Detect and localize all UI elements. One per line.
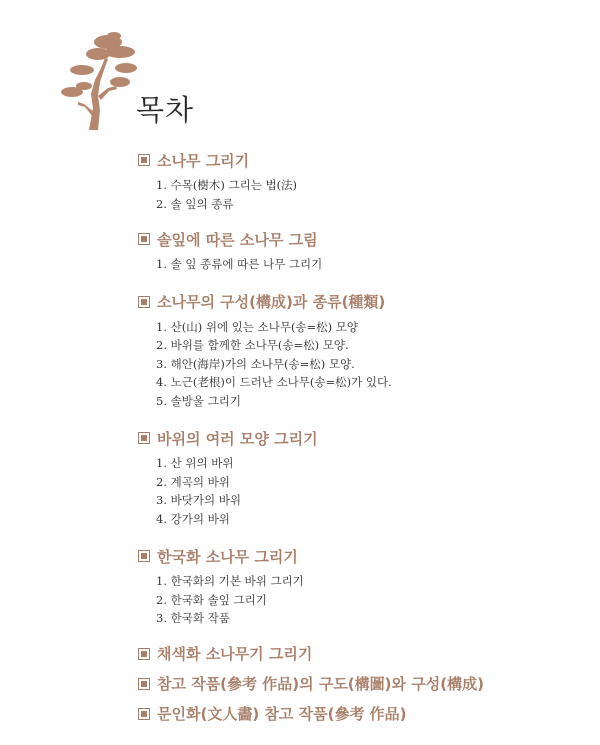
list-item: 2. 솔 잎의 종류 bbox=[156, 196, 234, 211]
list-item: 3. 한국화 작품 bbox=[156, 611, 230, 625]
section-heading-text: 소나무 그리기 bbox=[157, 151, 250, 170]
table-of-contents bbox=[138, 148, 578, 734]
toc-section bbox=[138, 544, 578, 628]
square-bullet-icon bbox=[138, 296, 150, 308]
section-heading bbox=[138, 148, 578, 172]
list-item: 3. 해안(海岸)가의 소나무(송=松) 모양. bbox=[156, 356, 355, 371]
square-bullet-icon bbox=[138, 233, 150, 245]
square-bullet-icon bbox=[138, 550, 150, 562]
list-item: 1. 수목(樹木) 그리는 법(法) bbox=[156, 178, 298, 192]
section-heading-text: 소나무의 구성(構成)과 종류(種類) bbox=[157, 293, 386, 311]
square-bullet-icon bbox=[138, 708, 150, 720]
section-heading-text: 솔잎에 따른 소나무 그림 bbox=[157, 230, 318, 249]
section-items bbox=[138, 176, 578, 213]
list-item: 5. 솔방울 그리기 bbox=[156, 393, 241, 408]
list-item: 2. 바위를 함께한 소나무(송=松) 모양. bbox=[156, 338, 349, 352]
toc-section bbox=[138, 148, 578, 213]
toc-section bbox=[138, 290, 578, 411]
section-heading bbox=[138, 544, 578, 568]
square-bullet-icon bbox=[138, 678, 150, 690]
section-heading bbox=[138, 702, 578, 726]
toc-section bbox=[138, 672, 578, 696]
list-item: 4. 노근(老根)이 드러난 소나무(송=松)가 있다. bbox=[156, 375, 392, 389]
section-heading-text: 채색화 소나무기 그리기 bbox=[157, 645, 313, 663]
list-item: 1. 한국화의 기본 바위 그리기 bbox=[156, 574, 304, 588]
section-heading-text: 한국화 소나무 그리기 bbox=[157, 547, 298, 566]
pine-tree-illustration bbox=[58, 28, 138, 130]
list-item: 2. 한국화 솔잎 그리기 bbox=[156, 592, 267, 607]
section-items bbox=[138, 255, 578, 274]
section-heading bbox=[138, 642, 578, 666]
section-heading bbox=[138, 426, 578, 450]
section-heading-text: 참고 작품(參考 作品)의 구도(構圖)와 구성(構成) bbox=[157, 675, 484, 693]
toc-section bbox=[138, 227, 578, 274]
toc-section bbox=[138, 426, 578, 528]
section-heading bbox=[138, 290, 578, 314]
page-title: 목차 bbox=[136, 93, 195, 127]
list-item: 4. 강가의 바위 bbox=[156, 511, 230, 526]
square-bullet-icon bbox=[138, 648, 150, 660]
toc-section bbox=[138, 702, 578, 726]
section-heading-text: 바위의 여러 모양 그리기 bbox=[157, 429, 318, 448]
section-items bbox=[138, 454, 578, 528]
toc-section bbox=[138, 642, 578, 666]
section-heading bbox=[138, 227, 578, 251]
square-bullet-icon bbox=[138, 154, 150, 166]
section-items bbox=[138, 572, 578, 628]
list-item: 3. 바닷가의 바위 bbox=[156, 493, 241, 507]
section-items bbox=[138, 318, 578, 411]
list-item: 2. 계곡의 바위 bbox=[156, 474, 230, 489]
square-bullet-icon bbox=[138, 432, 150, 444]
list-item: 1. 산(山) 위에 있는 소나무(송=松) 모양 bbox=[156, 319, 359, 334]
list-item: 1. 솔 잎 종류에 따른 나무 그리기 bbox=[156, 257, 323, 271]
list-item: 1. 산 위의 바위 bbox=[156, 456, 234, 470]
section-heading bbox=[138, 672, 578, 696]
section-heading-text: 문인화(文人畵) 참고 작품(參考 作品) bbox=[157, 705, 407, 723]
